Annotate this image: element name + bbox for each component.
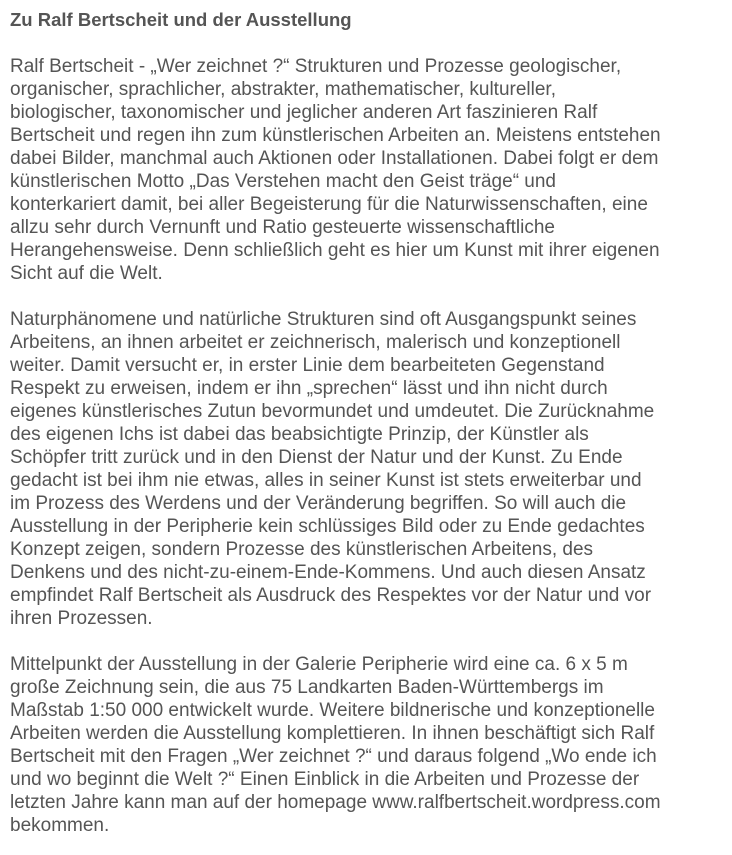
article-title: Zu Ralf Bertscheit und der Ausstellung	[10, 9, 352, 30]
paragraph-line: gedacht ist bei ihm nie etwas, alles in seiner Kunst ist stets erweiterbar und	[10, 470, 642, 491]
article-body	[10, 55, 732, 837]
paragraph-line: Ausstellung in der Peripherie kein schlüssiges Bild oder zu Ende gedachtes	[10, 516, 645, 537]
paragraph-line: Bertscheit und regen ihn zum künstlerischen Arbeiten an. Meistens entstehen	[10, 125, 661, 146]
paragraph-line: Ralf Bertscheit - „Wer zeichnet ?“ Strukturen und Prozesse geologischer,	[10, 56, 622, 77]
paragraph-line: künstlerischen Motto „Das Verstehen macht den Geist träge“ und	[10, 171, 556, 192]
paragraph-line: eigenes künstlerisches Zutun bevormundet und umdeutet. Die Zurücknahme	[10, 401, 655, 422]
paragraph-line: bekommen.	[10, 815, 110, 836]
paragraph-line: Bertscheit mit den Fragen „Wer zeichnet ?“ und daraus folgend „Wo ende ich	[10, 746, 657, 767]
paragraph-line: Naturphänomene und natürliche Strukturen sind oft Ausgangspunkt seines	[10, 309, 637, 330]
paragraph-line: Schöpfer tritt zurück und in den Dienst der Natur und der Kunst. Zu Ende	[10, 447, 623, 468]
paragraph-line: Respekt zu erweisen, indem er ihn „sprechen“ lässt und ihn nicht durch	[10, 378, 608, 399]
paragraph-line: Sicht auf die Welt.	[10, 263, 163, 284]
paragraph-line: Denkens und des nicht-zu-einem-Ende-Kommens. Und auch diesen Ansatz	[10, 562, 646, 583]
paragraph-line: empfindet Ralf Bertscheit als Ausdruck des Respektes vor der Natur und vor	[10, 585, 652, 606]
paragraph-line: Mittelpunkt der Ausstellung in der Galerie Peripherie wird eine ca. 6 x 5 m	[10, 654, 628, 675]
paragraph-line: im Prozess des Werdens und der Veränderung begriffen. So will auch die	[10, 493, 627, 514]
paragraph-line: dabei Bilder, manchmal auch Aktionen oder Installationen. Dabei folgt er dem	[10, 148, 659, 169]
paragraph-line: des eigenen Ichs ist dabei das beabsichtigte Prinzip, der Künstler als	[10, 424, 589, 445]
paragraph-line: Arbeitens, an ihnen arbeitet er zeichnerisch, malerisch und konzeptionell	[10, 332, 621, 353]
paragraph-line: und wo beginnt die Welt ?“ Einen Einblick in die Arbeiten und Prozesse der	[10, 769, 640, 790]
paragraph-line: Maßstab 1:50 000 entwickelt wurde. Weitere bildnerische und konzeptionelle	[10, 700, 655, 721]
paragraph-line: Konzept zeigen, sondern Prozesse des künstlerischen Arbeitens, des	[10, 539, 594, 560]
paragraph-1	[10, 55, 732, 285]
paragraph-line: ihren Prozessen.	[10, 608, 153, 629]
paragraph-line: Herangehensweise. Denn schließlich geht es hier um Kunst mit ihrer eigenen	[10, 240, 660, 261]
paragraph-line: weiter. Damit versucht er, in erster Linie dem bearbeiteten Gegenstand	[10, 355, 605, 376]
paragraph-line: allzu sehr durch Vernunft und Ratio gesteuerte wissenschaftliche	[10, 217, 555, 238]
paragraph-line: organischer, sprachlicher, abstrakter, mathematischer, kultureller,	[10, 79, 556, 100]
paragraph-line: Arbeiten werden die Ausstellung komplettieren. In ihnen beschäftigt sich Ralf	[10, 723, 655, 744]
paragraph-line: konterkariert damit, bei aller Begeisterung für die Naturwissenschaften, eine	[10, 194, 648, 215]
paragraph-line: biologischer, taxonomischer und jeglicher anderen Art faszinieren Ralf	[10, 102, 598, 123]
paragraph-line: große Zeichnung sein, die aus 75 Landkarten Baden-Württembergs im	[10, 677, 604, 698]
paragraph-2	[10, 308, 732, 630]
paragraph-3	[10, 653, 732, 837]
paragraph-line: letzten Jahre kann man auf der homepage www.ralfbertscheit.wordpress.com	[10, 792, 661, 813]
